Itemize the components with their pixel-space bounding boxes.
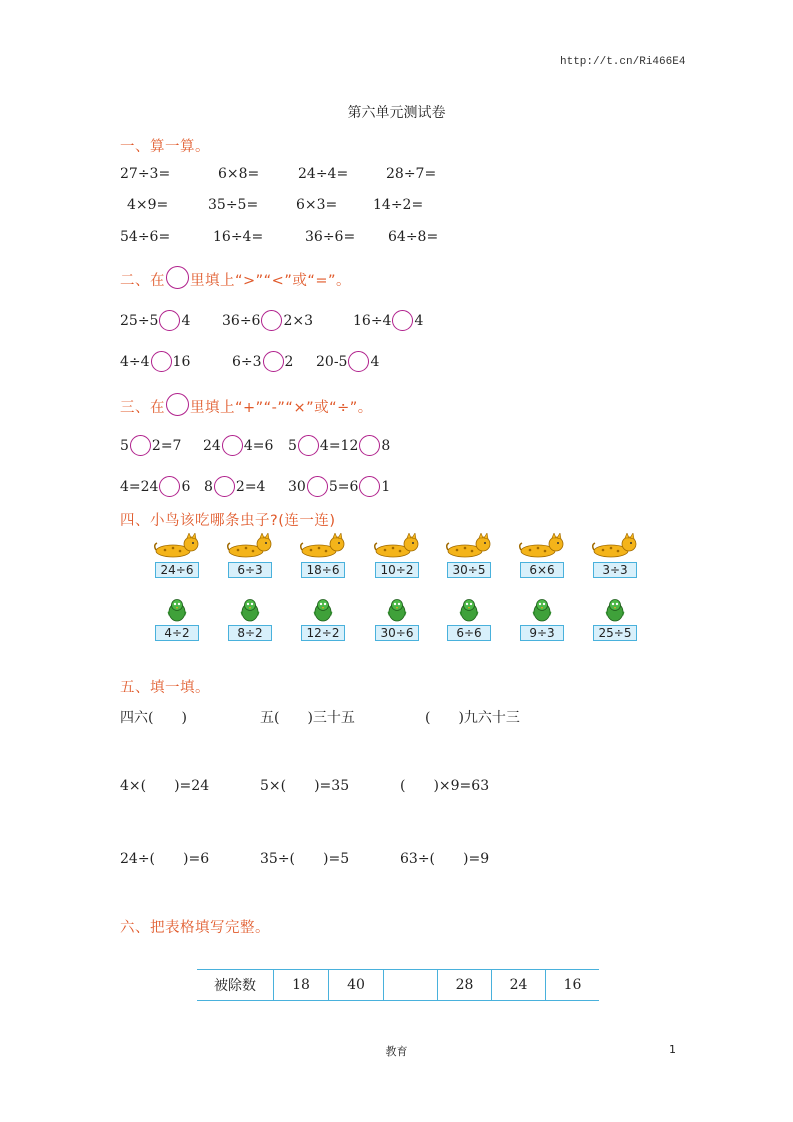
fill-item: 35÷( )=5 <box>260 851 350 867</box>
circle-icon <box>166 393 189 416</box>
operator-item: 5 4=12 8 <box>288 435 390 456</box>
answer-circle[interactable] <box>359 435 380 456</box>
operator-item: 30 5=6 1 <box>288 476 390 497</box>
cat-label: 3÷3 <box>593 562 637 578</box>
operator-item: 24 4=6 <box>203 435 273 456</box>
problem: 6×3= <box>296 197 338 213</box>
fill-item: 63÷( )=9 <box>400 851 490 867</box>
answer-circle[interactable] <box>359 476 380 497</box>
cat-card[interactable] <box>518 533 566 578</box>
compare-item: 36÷6 2×3 <box>222 310 313 331</box>
bird-icon <box>591 598 639 622</box>
section-4-heading: 四、小鸟该吃哪条虫子?(连一连) <box>120 513 336 529</box>
problem: 4×9= <box>127 197 169 213</box>
compare-item: 25÷5 4 <box>120 310 190 331</box>
answer-circle[interactable] <box>151 351 172 372</box>
table-cell: 被除数 <box>197 970 274 1001</box>
fill-item: 4×( )=24 <box>120 778 210 794</box>
answer-circle[interactable] <box>222 435 243 456</box>
section-6-heading: 六、把表格填写完整。 <box>120 920 270 936</box>
bird-card[interactable] <box>591 598 639 641</box>
fill-item: ( )九六十三 <box>425 710 520 726</box>
section-3-heading: 三、在 里填上“+”“-”“×”或“÷”。 <box>120 393 373 417</box>
problem: 16÷4= <box>213 229 264 245</box>
table-cell: 28 <box>438 970 492 1001</box>
answer-circle[interactable] <box>159 310 180 331</box>
compare-item: 4÷4 16 <box>120 351 190 372</box>
answer-circle[interactable] <box>392 310 413 331</box>
problem: 28÷7= <box>386 166 437 182</box>
circle-icon <box>166 266 189 289</box>
page-number: 1 <box>669 1043 676 1056</box>
fill-item: 四六( ) <box>120 710 187 726</box>
cat-icon <box>299 533 347 559</box>
cat-icon <box>518 533 566 559</box>
table-cell: 18 <box>274 970 329 1001</box>
problem: 24÷4= <box>298 166 349 182</box>
operator-item: 4=24 6 <box>120 476 190 497</box>
bird-card[interactable] <box>226 598 274 641</box>
bird-icon <box>226 598 274 622</box>
section-2-heading: 二、在 里填上“>”“<”或“=”。 <box>120 266 351 290</box>
section-5-heading: 五、填一填。 <box>120 680 210 696</box>
cat-icon <box>591 533 639 559</box>
bird-icon <box>445 598 493 622</box>
fill-item: ( )×9=63 <box>400 778 490 794</box>
answer-circle[interactable] <box>159 476 180 497</box>
bird-card[interactable] <box>299 598 347 641</box>
answer-circle[interactable] <box>298 435 319 456</box>
bird-label: 8÷2 <box>228 625 272 641</box>
cat-card[interactable] <box>226 533 274 578</box>
problem: 27÷3= <box>120 166 171 182</box>
answer-circle[interactable] <box>307 476 328 497</box>
bird-label: 12÷2 <box>301 625 345 641</box>
problem: 54÷6= <box>120 229 171 245</box>
bird-label: 30÷6 <box>375 625 419 641</box>
dividend-table <box>197 969 599 1001</box>
bird-icon <box>153 598 201 622</box>
answer-circle[interactable] <box>348 351 369 372</box>
cat-icon <box>153 533 201 559</box>
cat-label: 18÷6 <box>301 562 345 578</box>
header-url: http://t.cn/Ri466E4 <box>560 56 686 68</box>
cat-card[interactable] <box>373 533 421 578</box>
cat-card[interactable] <box>153 533 201 578</box>
cat-label: 30÷5 <box>447 562 491 578</box>
cat-card[interactable] <box>445 533 493 578</box>
cat-icon <box>445 533 493 559</box>
page-title: 第六单元测试卷 <box>347 105 446 121</box>
table-row <box>197 970 599 1001</box>
operator-item: 5 2=7 <box>120 435 181 456</box>
cat-card[interactable] <box>591 533 639 578</box>
fill-item: 24÷( )=6 <box>120 851 210 867</box>
cat-label: 6÷3 <box>228 562 272 578</box>
problem: 14÷2= <box>373 197 424 213</box>
bird-card[interactable] <box>373 598 421 641</box>
cat-label: 6×6 <box>520 562 564 578</box>
problem: 6×8= <box>218 166 260 182</box>
bird-label: 6÷6 <box>447 625 491 641</box>
bird-icon <box>299 598 347 622</box>
compare-item: 20-5 4 <box>316 351 379 372</box>
table-cell: 40 <box>329 970 384 1001</box>
table-cell[interactable] <box>384 970 438 1001</box>
footer-text: 教育 <box>385 1045 408 1058</box>
cat-card[interactable] <box>299 533 347 578</box>
table-cell: 24 <box>492 970 546 1001</box>
problem: 35÷5= <box>208 197 259 213</box>
bird-icon <box>373 598 421 622</box>
bird-label: 25÷5 <box>593 625 637 641</box>
cat-icon <box>373 533 421 559</box>
fill-item: 5×( )=35 <box>260 778 350 794</box>
compare-item: 16÷4 4 <box>353 310 423 331</box>
answer-circle[interactable] <box>263 351 284 372</box>
problem: 64÷8= <box>388 229 439 245</box>
bird-label: 9÷3 <box>520 625 564 641</box>
cat-label: 24÷6 <box>155 562 199 578</box>
answer-circle[interactable] <box>214 476 235 497</box>
bird-icon <box>518 598 566 622</box>
bird-card[interactable] <box>518 598 566 641</box>
compare-item: 6÷3 2 <box>232 351 293 372</box>
bird-card[interactable] <box>153 598 201 641</box>
fill-item: 五( )三十五 <box>260 710 355 726</box>
problem: 36÷6= <box>305 229 356 245</box>
bird-card[interactable] <box>445 598 493 641</box>
bird-label: 4÷2 <box>155 625 199 641</box>
section-1-heading: 一、算一算。 <box>120 139 210 155</box>
operator-item: 8 2=4 <box>204 476 265 497</box>
answer-circle[interactable] <box>130 435 151 456</box>
table-cell: 16 <box>546 970 600 1001</box>
cat-icon <box>226 533 274 559</box>
answer-circle[interactable] <box>261 310 282 331</box>
cat-label: 10÷2 <box>375 562 419 578</box>
